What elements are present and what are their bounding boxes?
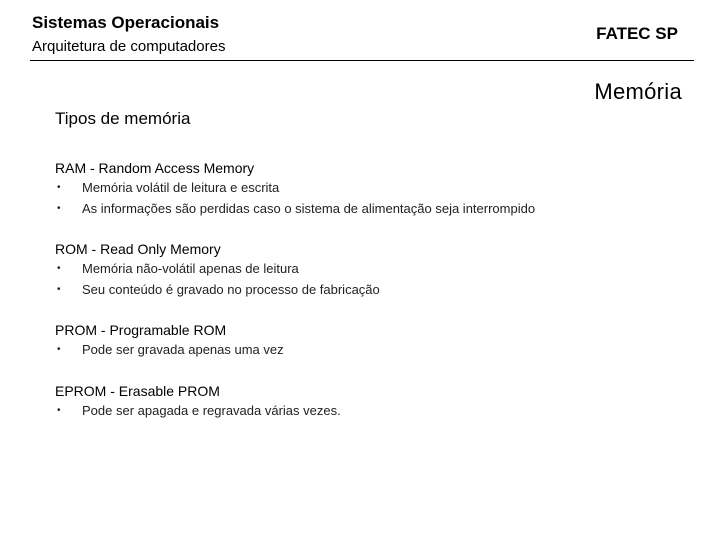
bullet-dot-icon: • xyxy=(57,344,61,355)
bullet-item xyxy=(55,259,695,280)
bullet-item xyxy=(55,178,695,199)
bullet-text: Memória não-volátil apenas de leitura xyxy=(82,261,299,276)
header-divider xyxy=(30,60,694,61)
header-title: Sistemas Operacionais xyxy=(32,13,220,32)
bullet-text: Memória volátil de leitura e escrita xyxy=(82,180,280,195)
bullet-item xyxy=(55,280,695,301)
bullet-dot-icon: • xyxy=(57,263,61,274)
memory-group-prom xyxy=(55,320,695,361)
memory-types-content xyxy=(55,158,695,441)
header-organization: FATEC SP xyxy=(596,24,678,43)
bullet-dot-icon: • xyxy=(57,202,61,214)
bullet-text: Pode ser apagada e regravada várias vezes. xyxy=(82,402,341,418)
memory-group-ram xyxy=(55,158,695,219)
group-title: EPROM - Erasable PROM xyxy=(55,382,220,399)
bullet-item xyxy=(55,199,695,220)
memory-group-rom xyxy=(55,239,695,300)
bullet-text: Seu conteúdo é gravado no processo de fabricação xyxy=(82,281,380,297)
bullet-dot-icon: • xyxy=(57,182,61,193)
bullet-dot-icon: • xyxy=(57,283,61,295)
group-title: PROM - Programable ROM xyxy=(55,322,227,338)
slide-heading: Tipos de memória xyxy=(55,109,191,128)
bullet-item xyxy=(55,340,695,361)
bullet-text: As informações são perdidas caso o sistema de alimentação seja interrompido xyxy=(82,200,536,216)
group-title: ROM - Read Only Memory xyxy=(55,241,221,257)
memory-group-eprom xyxy=(55,381,695,422)
bullet-item xyxy=(55,401,695,422)
group-title: RAM - Random Access Memory xyxy=(55,160,255,176)
bullet-text: Pode ser gravada apenas uma vez xyxy=(82,342,284,357)
section-title: Memória xyxy=(594,79,682,104)
bullet-dot-icon: • xyxy=(57,404,61,416)
header-subtitle: Arquitetura de computadores xyxy=(32,38,226,55)
